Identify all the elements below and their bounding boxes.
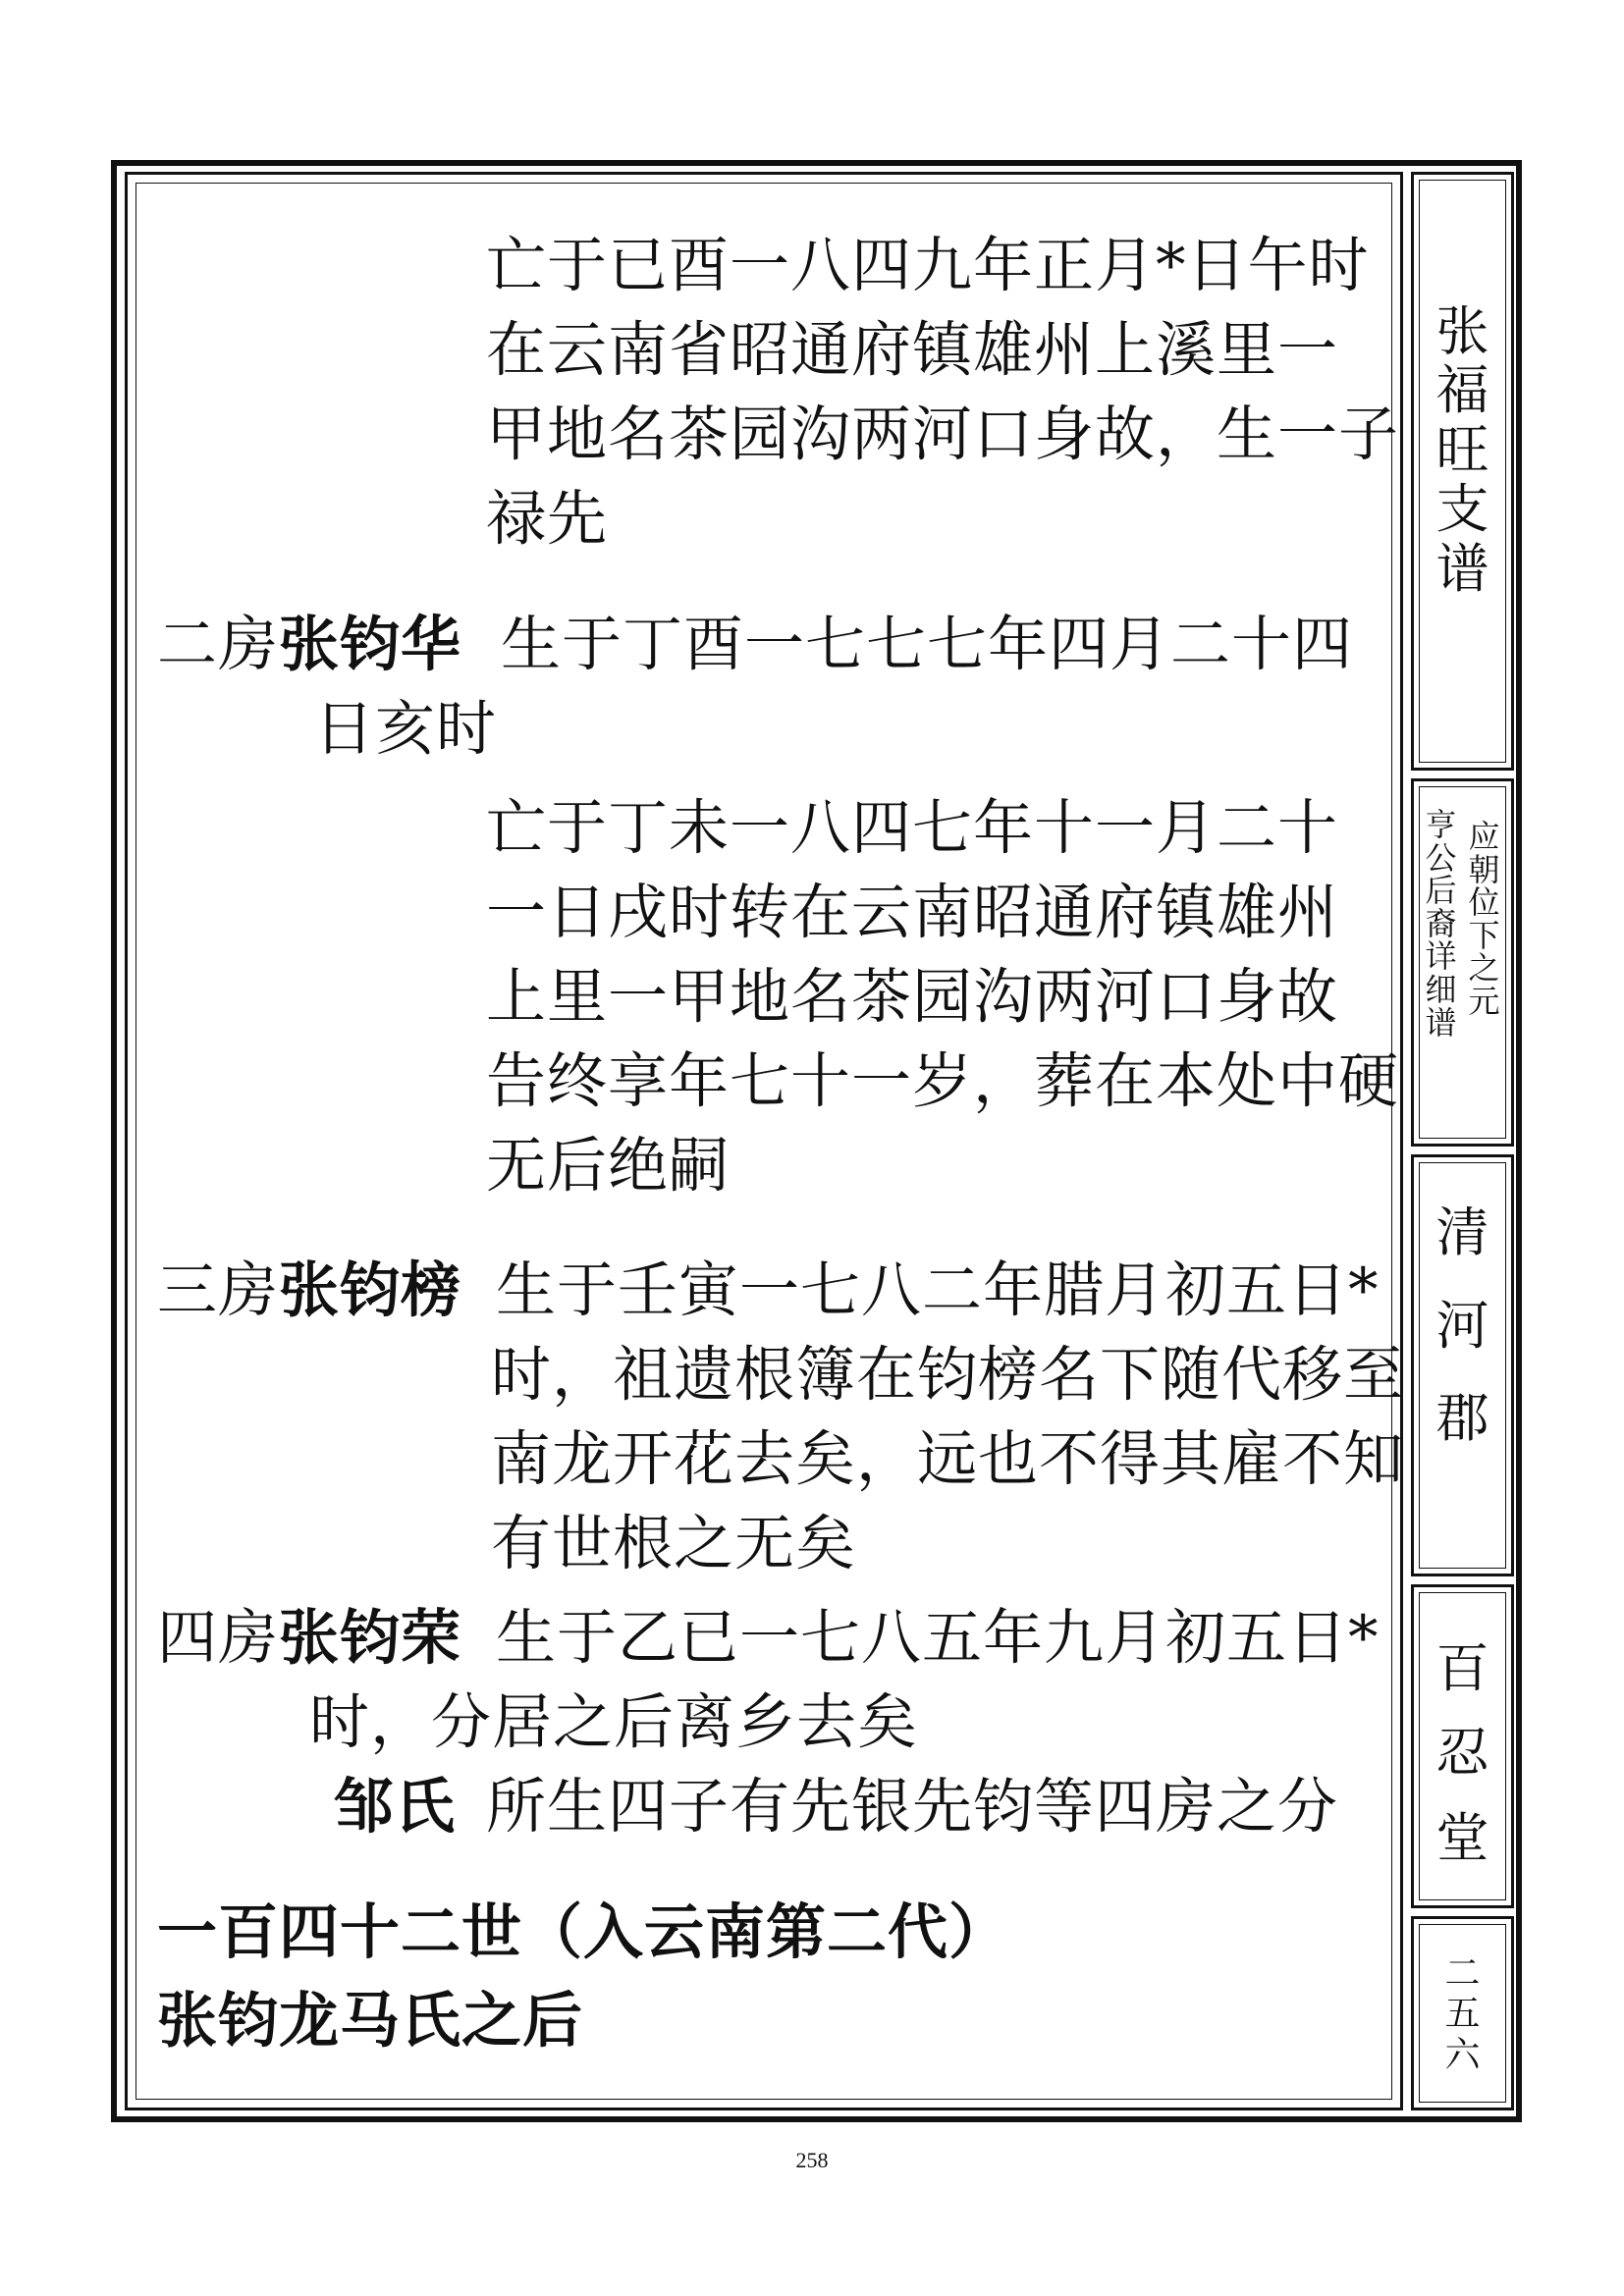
text-line: 生于丁酉一七七七年四月二十四: [501, 610, 1354, 679]
subtitle-char: 元: [1468, 982, 1500, 1020]
page-cn-char: 二: [1444, 1953, 1481, 1994]
text-line: 无后绝嗣: [486, 1131, 731, 1201]
text-line: 生于壬寅一七八二年腊月初五日*: [496, 1255, 1380, 1325]
title-char: 谱: [1435, 537, 1489, 600]
hall-char: 忍: [1435, 1722, 1489, 1785]
text-line: 日亥时: [314, 694, 498, 764]
hall-char: 堂: [1435, 1806, 1489, 1869]
hall-char: 百: [1435, 1637, 1489, 1699]
text-line: 时，分居之后离乡去矣: [309, 1687, 919, 1757]
house-label: 二房: [157, 610, 280, 679]
county-char: 郡: [1435, 1387, 1489, 1449]
subtitle-char: 公: [1425, 838, 1457, 877]
person-name: 张钧荣: [279, 1603, 462, 1673]
subtitle-box: [1411, 778, 1514, 1147]
subtitle-char: 细: [1425, 970, 1457, 1008]
text-line: 亡于丁未一八四七年十一月二十: [486, 793, 1339, 863]
title-char: 支: [1435, 478, 1489, 541]
page-number: 258: [795, 2148, 829, 2172]
text-line: 禄先: [486, 484, 609, 554]
title-char: 福: [1435, 359, 1489, 422]
text-line: 所生四子有先银先钧等四房之分: [486, 1772, 1339, 1842]
subtitle-char: 裔: [1425, 904, 1457, 942]
subtitle-char: 后: [1425, 872, 1457, 910]
page-cn-char: 五: [1444, 1994, 1481, 2035]
text-line: 一日戌时转在云南昭通府镇雄州: [486, 878, 1339, 947]
county-char: 河: [1435, 1294, 1489, 1357]
subtitle-char: 之: [1468, 949, 1500, 988]
text-line: 甲地名茶园沟两河口身故，生一子: [486, 400, 1400, 469]
text-line: 在云南省昭通府镇雄州上溪里一: [486, 315, 1339, 385]
subtitle-char: 谱: [1425, 1003, 1457, 1041]
text-line: 生于乙已一七八五年九月初五日*: [496, 1603, 1380, 1673]
chinese-page-number-box: [1411, 1916, 1514, 2110]
text-line: 上里一甲地名茶园沟两河口身故: [486, 962, 1339, 1032]
generation-heading: 一百四十二世（入云南第二代）: [157, 1897, 1010, 1967]
title-char: 张: [1435, 300, 1489, 362]
title-char: 旺: [1435, 418, 1489, 481]
subtitle-char: 详: [1425, 937, 1457, 976]
entry-third-house: [157, 1243, 461, 1328]
text-line: 时，祖遗根簿在钧榜名下随代移至: [491, 1340, 1405, 1410]
page-cn-char: 六: [1444, 2034, 1481, 2075]
person-name: 张钧榜: [279, 1255, 462, 1325]
subtitle-char: 位: [1468, 883, 1500, 922]
text-line: 南龙开花去矣，远也不得其雇不知: [491, 1424, 1405, 1494]
subtitle-char: 下: [1468, 916, 1500, 954]
person-name: 张钧华: [279, 610, 462, 679]
subtitle-char: 亨: [1425, 806, 1457, 843]
subtitle-char: 朝: [1468, 850, 1500, 888]
county-char: 清: [1435, 1201, 1489, 1263]
hall-box: [1411, 1584, 1514, 1908]
subtitle-char: 应: [1468, 818, 1500, 855]
text-line: 告终享年七十一岁，葬在本处中硬: [486, 1046, 1400, 1116]
house-label: 四房: [157, 1603, 280, 1673]
text-line: 有世根之无矣: [491, 1509, 857, 1578]
text-line: 亡于已酉一八四九年正月*日午时: [486, 231, 1370, 300]
house-label: 三房: [157, 1255, 280, 1325]
generation-subheading: 张钧龙马氏之后: [157, 1986, 584, 2056]
entry-second-house: [157, 597, 461, 682]
wife-name: 邹氏: [334, 1772, 457, 1842]
county-box: [1411, 1154, 1514, 1576]
genealogy-title-box: [1411, 172, 1514, 771]
entry-fourth-house: [157, 1590, 461, 1676]
